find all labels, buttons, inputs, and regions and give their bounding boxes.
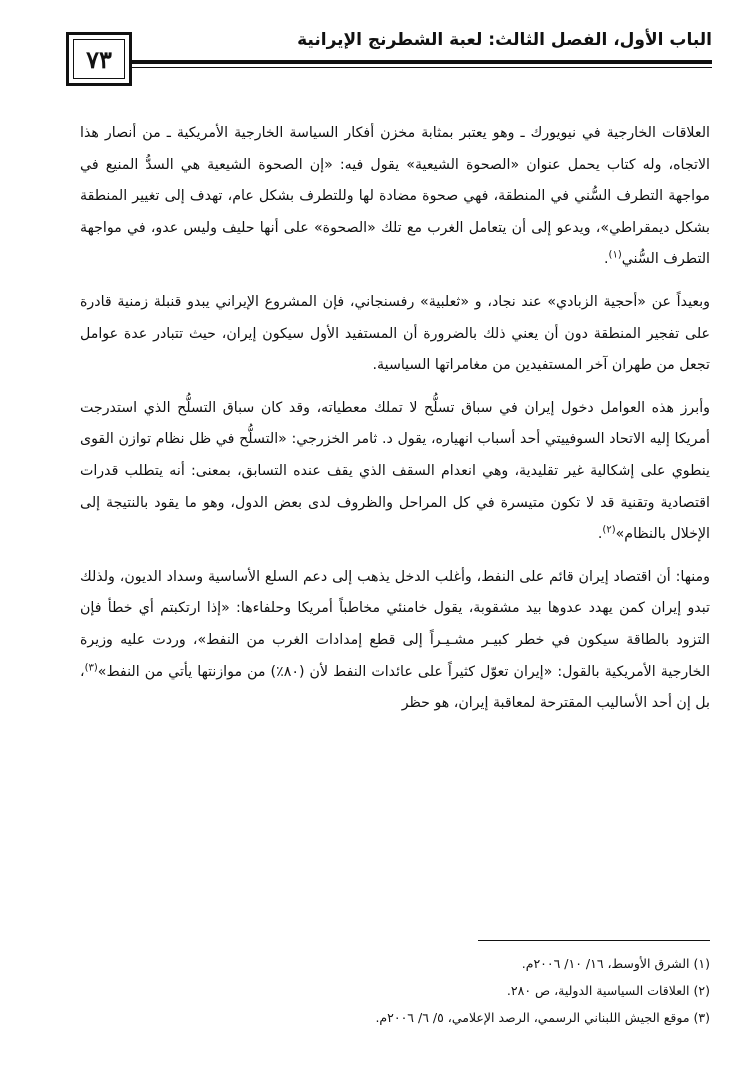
paragraph-1 xyxy=(80,118,710,276)
running-header-title: الباب الأول، الفصل الثالث: لعبة الشطرنج الإيرانية xyxy=(297,30,712,50)
paragraph-1-tail: . xyxy=(604,251,609,268)
paragraph-2 xyxy=(80,287,710,382)
footnote-ref-1: (١) xyxy=(608,249,622,261)
page-header xyxy=(62,22,712,92)
footnote-separator xyxy=(478,940,710,941)
paragraph-2-text: وبعيداً عن «أحجية الزبادي» عند نجاد، و «ثعلبية» رفسنجاني، فإن المشروع الإيراني يبدو قنبلة زمنية قادرة على تفجير المنطقة دون أن يعني ذلك بالضرورة أن المستفيد الأول سيكون إيران، حيث تتبادر عدة عوامل تجعل من طهران آخر المستفيدين من مغامراتها السياسية. xyxy=(80,293,710,374)
paragraph-4-tail: ، بل إن أحد الأساليب المقترحة لمعاقبة إيران، هو حظر xyxy=(80,663,710,712)
footnote-1: (١) الشرق الأوسط، ١٦/ ١٠/ ٢٠٠٦م. xyxy=(521,956,710,971)
body-text xyxy=(80,118,710,720)
header-rule-thick xyxy=(132,60,712,64)
footnote-3: (٣) موقع الجيش اللبناني الرسمي، الرصد الإعلامي، ٥/ ٦/ ٢٠٠٦م. xyxy=(375,1010,710,1025)
page-number: ٧٣ xyxy=(86,44,112,74)
footnote-2: (٢) العلاقات السياسية الدولية، ص ٢٨٠. xyxy=(506,983,710,998)
paragraph-4-text: ومنها: أن اقتصاد إيران قائم على النفط، وأغلب الدخل يذهب إلى دعم السلع الأساسية وسداد الديون، ولذلك تبدو إيران كمن يهدد عدوها بيد مشقوبة، يقول خامنئي مخاطباً أمريكا وحلفاءها: «إذا ارتكبتم أي خطأ فإن التزود بالطاقة سيكون في خطر كبيـر مشـيـراً إلى قطع إمدادات الغرب من النفط»، وردت عليه وزيرة الخارجية الأمريكية بالقول: «إيران تعوّل كثيراً على عائدات النفط لأن (٨٠٪) من موازنتها يأتي من النفط» xyxy=(80,568,711,680)
page-number-box xyxy=(66,32,132,86)
footnotes xyxy=(80,950,710,1031)
paragraph-3-tail: . xyxy=(597,526,603,543)
paragraph-1-text: العلاقات الخارجية في نيويورك ـ وهو يعتبر بمثابة مخزن أفكار السياسة الخارجية الأمريكية ـ من أنصار هذا الاتجاه، وله كتاب يحمل عنوان «الصحوة الشيعية» يقول فيه: «إن الصحوة الشيعية هي السدُّ المنيع في مواجهة التطرف السُّني في المنطقة، فهي صحوة مضادة لها وللتطرف بشكل عام، تهدف إلى تغيير المنطقة بشكل ديمقراطي»، ويدعو إلى أن يتعامل الغرب مع تلك «الصحوة» على أنها حليف وليس عدو، في مواجهة التطرف السُّني xyxy=(80,125,710,268)
paragraph-4 xyxy=(80,562,710,720)
footnote-ref-3: (٣) xyxy=(84,661,98,673)
footnote-ref-2: (٢) xyxy=(602,524,616,536)
header-rule-thin xyxy=(132,67,712,68)
paragraph-3 xyxy=(80,393,710,551)
paragraph-3-text: وأبرز هذه العوامل دخول إيران في سباق تسلُّح لا تملك معطياته، وقد كان سباق التسلُّح الذي استدرجت أمريكا إليه الاتحاد السوفييتي أحد أسباب انهياره، يقول د. ثامر الخزرجي: «التسلُّح في ظل نظام توازن القوى ينطوي على إشكالية غير تقليدية، وهي انعدام السقف الذي يقف عنده التسابق، بمعنى: أنه يتطلب قدرات اقتصادية وتقنية قد لا تكون متيسرة في كل المراحل والظروف لدى بعض الدول، وهو ما يقود بالنتيجة إلى الإخلال بالنظام» xyxy=(80,399,710,543)
